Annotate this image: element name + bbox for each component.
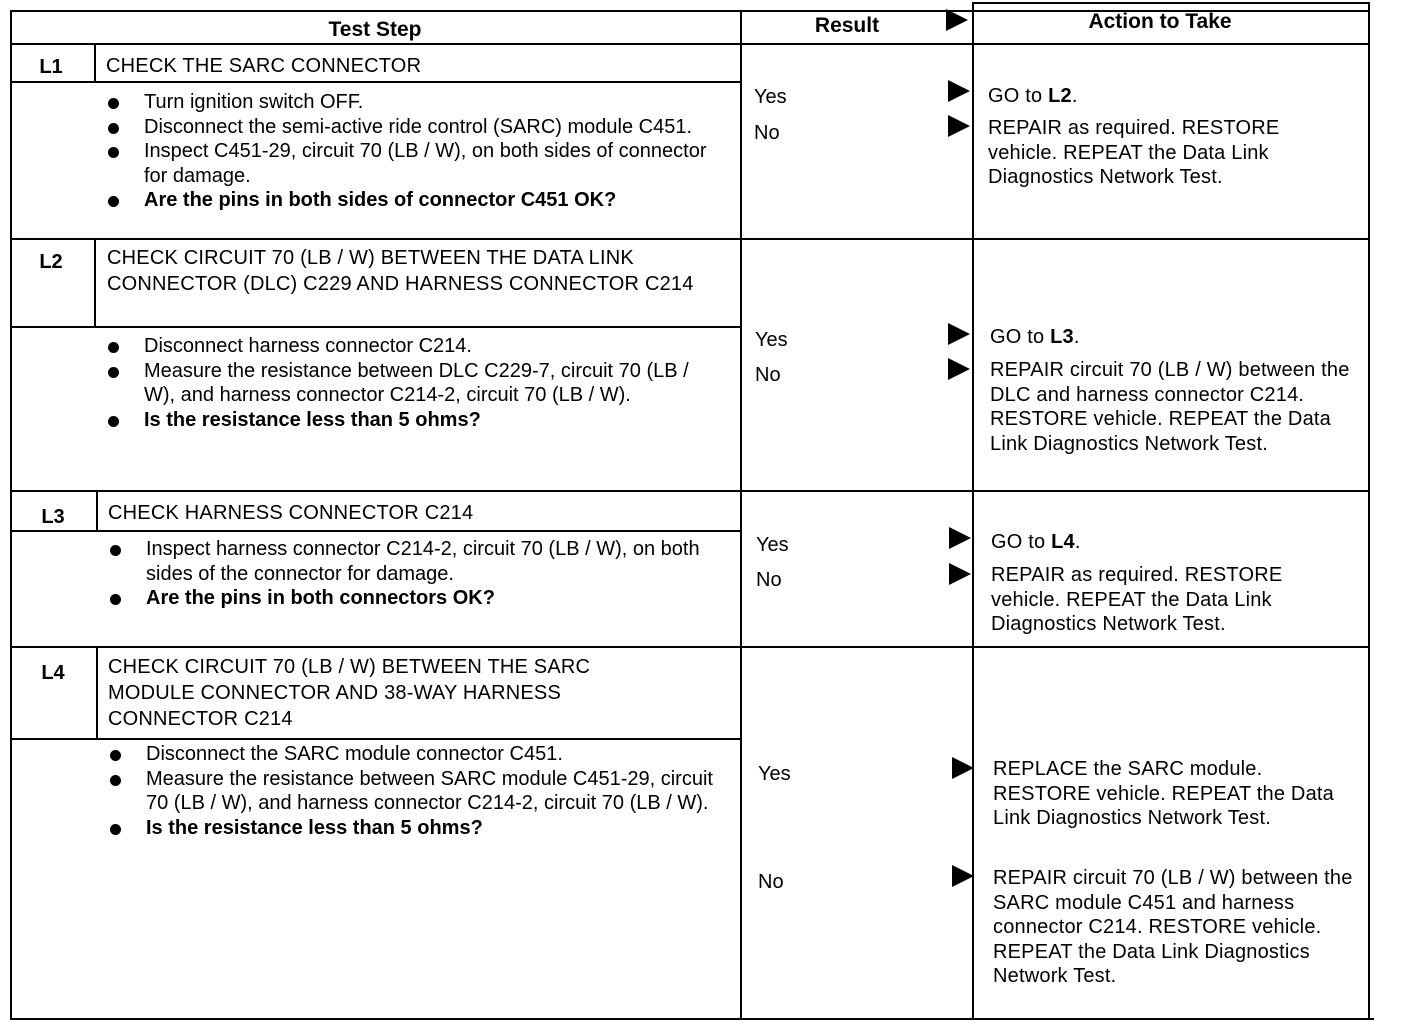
row-divider-l2-l3: [10, 490, 1370, 492]
bullet-icon: [108, 147, 119, 158]
bullet-icon: [110, 775, 121, 786]
l3-title-bottom: [10, 530, 742, 532]
row-divider-l1-l2: [10, 238, 1370, 240]
action-yes: GO to L2.: [988, 85, 1078, 107]
instruction-item: Inspect harness connector C214-2, circuit 70 (LB / W), on both sides of the connector for damage.: [110, 537, 710, 586]
action-yes: REPLACE the SARC module. RESTORE vehicle. REPEAT the Data Link Diagnostics Network Test.: [993, 758, 1334, 829]
action-no: REPAIR as required. RESTORE vehicle. REPEAT the Data Link Diagnostics Network Test.: [988, 117, 1280, 188]
arrow-right-icon: [948, 115, 970, 137]
result-yes: Yes: [755, 329, 788, 351]
arrow-right-icon: [948, 80, 970, 102]
result-yes: Yes: [756, 534, 789, 556]
result-yes: Yes: [754, 86, 787, 108]
action-no: REPAIR as required. RESTORE vehicle. REPEAT the Data Link Diagnostics Network Test.: [991, 564, 1283, 635]
result-yes: Yes: [758, 763, 791, 785]
l1-title-bottom: [10, 81, 742, 83]
header-bottom-border: [10, 43, 1370, 45]
header-action: Action to Take: [1088, 10, 1232, 33]
result-no: No: [754, 122, 780, 144]
column-divider-result: [740, 10, 742, 1020]
instruction-item: Measure the resistance between SARC module C451-29, circuit 70 (LB / W), and harness connector C214-2, circuit 70 (LB / W).: [110, 767, 720, 816]
arrow-right-icon: [948, 323, 970, 345]
step-id: L3: [41, 506, 65, 528]
step-title: CHECK CIRCUIT 70 (LB / W) BETWEEN THE SARC MODULE CONNECTOR AND 38-WAY HARNESS CONNECTOR C214: [108, 656, 591, 730]
l1-id-divider: [94, 43, 96, 83]
bullet-icon: [108, 123, 119, 134]
step-question: Is the resistance less than 5 ohms?: [110, 816, 720, 841]
step-instructions: [110, 537, 710, 611]
arrow-right-icon: [948, 358, 970, 380]
l3-id-divider: [96, 490, 98, 532]
instruction-item: Disconnect the semi-active ride control (SARC) module C451.: [108, 115, 708, 140]
header-test-step: Test Step: [328, 18, 422, 41]
result-no: No: [755, 364, 781, 386]
row-divider-l3-l4: [10, 646, 1370, 648]
action-no: REPAIR circuit 70 (LB / W) between the DLC and harness connector C214. RESTORE vehicle. REPEAT the Data Link Diagnostics Network Test.: [990, 359, 1350, 455]
bullet-icon: [108, 342, 119, 353]
instruction-item: Turn ignition switch OFF.: [108, 90, 708, 115]
action-yes: GO to L3.: [990, 326, 1080, 348]
step-question: Are the pins in both sides of connector C451 OK?: [108, 188, 708, 213]
step-id: L2: [39, 251, 63, 273]
result-no: No: [756, 569, 782, 591]
bullet-icon: [110, 594, 121, 605]
bullet-icon: [110, 824, 121, 835]
step-question: Are the pins in both connectors OK?: [110, 586, 710, 611]
step-id: L1: [39, 56, 63, 78]
instruction-item: Disconnect harness connector C214.: [108, 334, 708, 359]
header-arrow-icon: [946, 9, 968, 31]
action-no: REPAIR circuit 70 (LB / W) between the SARC module C451 and harness connector C214. RESTORE vehicle. REPEAT the Data Link Diagnostics Network Test.: [993, 867, 1353, 987]
instruction-item: Disconnect the SARC module connector C451.: [110, 742, 720, 767]
arrow-right-icon: [949, 563, 971, 585]
bullet-icon: [110, 750, 121, 761]
l4-title-bottom: [10, 738, 742, 740]
step-title: CHECK CIRCUIT 70 (LB / W) BETWEEN THE DATA LINK CONNECTOR (DLC) C229 AND HARNESS CONNECTOR C214: [107, 247, 694, 295]
bullet-icon: [110, 545, 121, 556]
arrow-right-icon: [952, 757, 974, 779]
action-yes: GO to L4.: [991, 531, 1081, 553]
step-instructions: [108, 90, 708, 213]
step-title: CHECK THE SARC CONNECTOR: [106, 55, 422, 77]
action-header-top: [972, 2, 1370, 4]
bullet-icon: [108, 367, 119, 378]
step-instructions: [110, 742, 720, 840]
instruction-item: Measure the resistance between DLC C229-7, circuit 70 (LB / W), and harness connector C214-2, circuit 70 (LB / W).: [108, 359, 708, 408]
arrow-right-icon: [949, 527, 971, 549]
l2-title-bottom: [10, 326, 742, 328]
step-id: L4: [41, 662, 65, 684]
arrow-right-icon: [952, 865, 974, 887]
bullet-icon: [108, 196, 119, 207]
l4-id-divider: [96, 646, 98, 740]
result-no: No: [758, 871, 784, 893]
instruction-item: Inspect C451-29, circuit 70 (LB / W), on both sides of connector for damage.: [108, 139, 708, 188]
l2-id-divider: [94, 238, 96, 328]
bullet-icon: [108, 98, 119, 109]
step-question: Is the resistance less than 5 ohms?: [108, 408, 708, 433]
step-instructions: [108, 334, 708, 432]
bullet-icon: [108, 416, 119, 427]
header-result: Result: [814, 14, 880, 37]
table-bottom-border: [10, 1018, 1374, 1020]
step-title: CHECK HARNESS CONNECTOR C214: [108, 502, 474, 524]
